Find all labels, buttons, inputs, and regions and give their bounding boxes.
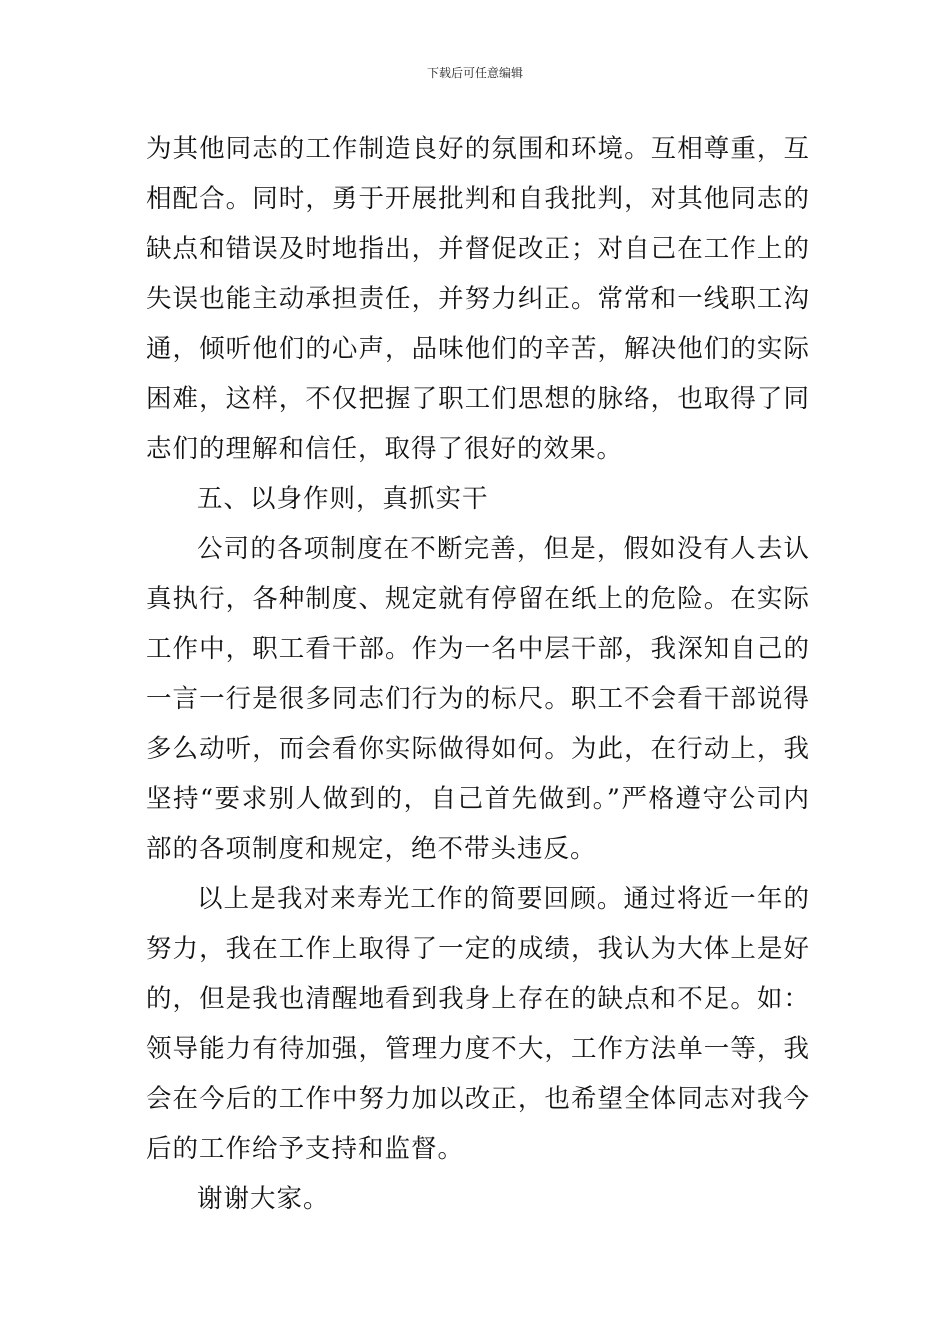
- paragraph: 公司的各项制度在不断完善，但是，假如没有人去认真执行，各种制度、规定就有停留在纸上的危险。在实际工作中，职工看干部。作为一名中层干部，我深知自己的一言一行是很多同志们行为的标尺。职工不会看干部说得多么动听，而会看你实际做得如何。为此，在行动上，我坚持“要求别人做到的，自己首先做到。”严格遵守公司内部的各项制度和规定，绝不带头违反。: [146, 534, 810, 864]
- document-body: [146, 124, 810, 1224]
- closing-line: 谢谢大家。: [197, 1184, 330, 1214]
- page-header: 下载后可任意编辑: [426, 66, 523, 80]
- paragraph-continuation: 为其他同志的工作制造良好的氛围和环境。互相尊重，互相配合。同时，勇于开展批判和自我批判，对其他同志的缺点和错误及时地指出，并督促改正；对自己在工作上的失误也能主动承担责任，并努力纠正。常常和一线职工沟通，倾听他们的心声，品味他们的辛苦，解决他们的实际困难，这样，不仅把握了职工们思想的脉络，也取得了同志们的理解和信任，取得了很好的效果。: [146, 134, 810, 464]
- section-heading: 五、以身作则，真抓实干: [197, 484, 489, 514]
- paragraph: 以上是我对来寿光工作的简要回顾。通过将近一年的努力，我在工作上取得了一定的成绩，我认为大体上是好的，但是我也清醒地看到我身上存在的缺点和不足。如：领导能力有待加强，管理力度不大，工作方法单一等，我会在今后的工作中努力加以改正，也希望全体同志对我今后的工作给予支持和监督。: [146, 884, 810, 1164]
